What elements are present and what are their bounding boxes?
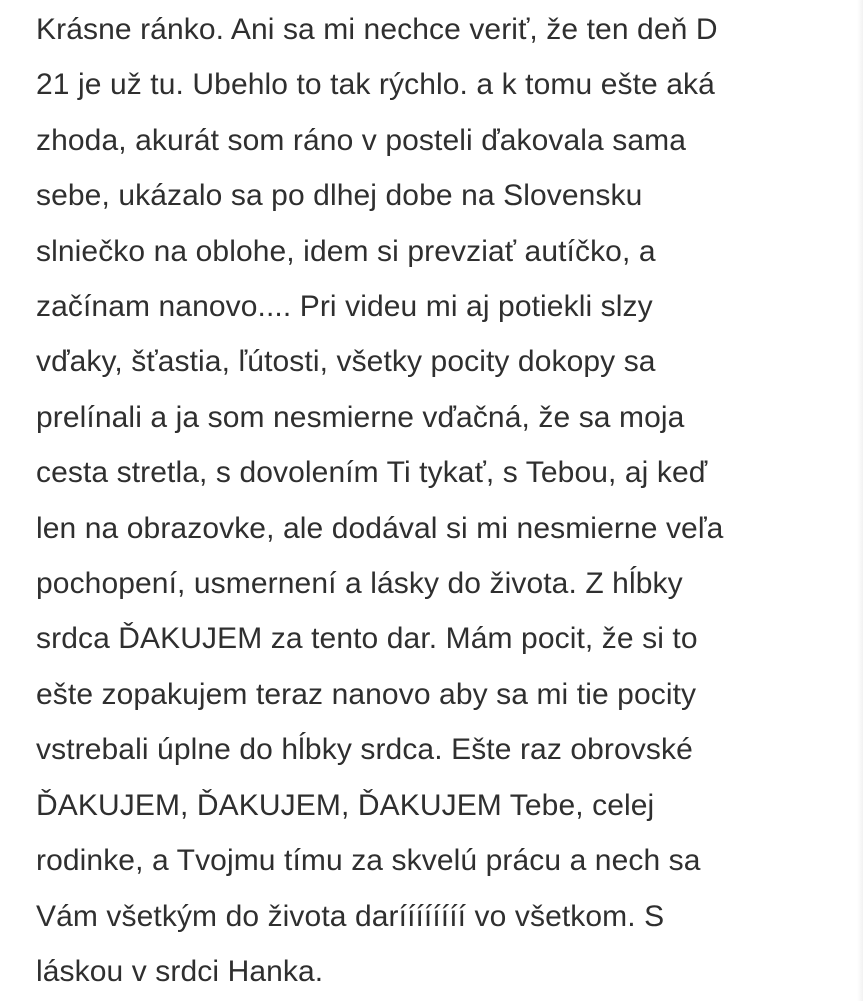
comment-line: začínam nanovo.... Pri videu mi aj potiekli slzy <box>36 290 653 324</box>
comment-line: pochopení, usmernení a lásky do života. Z hĺbky <box>36 567 683 601</box>
comment-line: láskou v srdci Hanka. <box>36 954 324 988</box>
comment-line: Vám všetkým do života daríííííííí vo všetkom. S <box>36 899 665 933</box>
comment-line: cesta stretla, s dovolením Ti tykať, s Tebou, aj keď <box>36 456 708 490</box>
comment-line: Krásne ránko. Ani sa mi nechce veriť, že ten deň D <box>36 13 718 46</box>
comment-line: 21 je už tu. Ubehlo to tak rýchlo. a k tomu ešte aká <box>36 68 715 102</box>
comment-line: srdca ĎAKUJEM za tento dar. Mám pocit, že si to <box>36 622 698 656</box>
comment-line: rodinke, a Tvojmu tímu za skvelú prácu a nech sa <box>36 844 701 878</box>
scroll-edge <box>857 0 863 1001</box>
comment-line: ĎAKUJEM, ĎAKUJEM, ĎAKUJEM Tebe, celej <box>36 788 655 822</box>
comment-line: len na obrazovke, ale dodával si mi nesmierne veľa <box>36 511 724 545</box>
comment-line: prelínali a ja som nesmierne vďačná, že sa moja <box>36 400 685 434</box>
comment-line: sebe, ukázalo sa po dlhej dobe na Slovensku <box>36 179 643 213</box>
comment-line: zhoda, akurát som ráno v posteli ďakovala sama <box>36 123 687 157</box>
comment-line: vstrebali úplne do hĺbky srdca. Ešte raz obrovské <box>36 733 693 767</box>
comment-line: slniečko na oblohe, idem si prevziať autíčko, a <box>36 234 656 268</box>
comment-line: vďaky, šťastia, ľútosti, všetky pocity dokopy sa <box>36 345 656 379</box>
comment-text <box>36 2 836 999</box>
comment-line: ešte zopakujem teraz nanovo aby sa mi tie pocity <box>36 677 697 711</box>
